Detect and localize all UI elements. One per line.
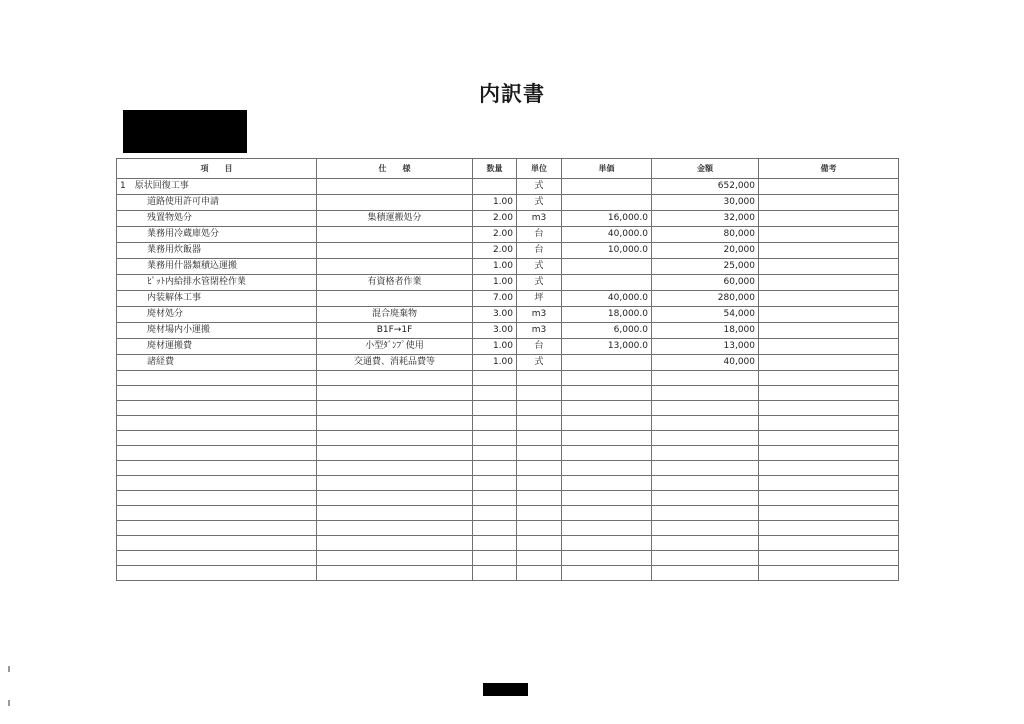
cell-amount: 280,000 — [652, 291, 759, 307]
cell-item: 業務用冷蔵庫処分 — [117, 227, 317, 243]
cell-amount — [652, 506, 759, 521]
cell-quantity — [473, 431, 517, 446]
cell-unit: 式 — [517, 355, 562, 371]
cell-quantity — [473, 551, 517, 566]
empty-table-row — [117, 371, 899, 386]
table-row — [117, 339, 899, 355]
cell-amount — [652, 551, 759, 566]
cell-note — [759, 291, 899, 307]
cell-unit-price: 40,000.0 — [562, 291, 652, 307]
cell-amount: 18,000 — [652, 323, 759, 339]
cell-spec: 小型ﾀﾞﾝﾌﾟ使用 — [317, 339, 473, 355]
cell-quantity: 1.00 — [473, 259, 517, 275]
cell-spec: 交通費、消耗品費等 — [317, 355, 473, 371]
cell-unit-price: 10,000.0 — [562, 243, 652, 259]
empty-table-row — [117, 386, 899, 401]
cell-item: 業務用炊飯器 — [117, 243, 317, 259]
cell-unit-price — [562, 536, 652, 551]
margin-mark — [8, 666, 10, 672]
cell-spec — [317, 227, 473, 243]
cell-unit-price — [562, 461, 652, 476]
cell-spec — [317, 291, 473, 307]
cell-note — [759, 476, 899, 491]
cell-note — [759, 446, 899, 461]
cell-unit — [517, 476, 562, 491]
cell-unit: 台 — [517, 227, 562, 243]
cell-amount — [652, 401, 759, 416]
redaction-block — [123, 110, 247, 153]
cell-note — [759, 259, 899, 275]
header-amount: 金額 — [652, 159, 759, 179]
header-item: 項 目 — [117, 159, 317, 179]
cell-amount — [652, 416, 759, 431]
cell-note — [759, 461, 899, 476]
table-row — [117, 291, 899, 307]
header-unit: 単位 — [517, 159, 562, 179]
cell-item — [117, 431, 317, 446]
cell-unit: m3 — [517, 323, 562, 339]
header-note: 備考 — [759, 159, 899, 179]
cell-unit — [517, 566, 562, 581]
empty-table-row — [117, 536, 899, 551]
cell-item: 残置物処分 — [117, 211, 317, 227]
empty-table-row — [117, 521, 899, 536]
cell-spec: 有資格者作業 — [317, 275, 473, 291]
cell-amount: 54,000 — [652, 307, 759, 323]
empty-table-row — [117, 416, 899, 431]
cell-spec — [317, 506, 473, 521]
cell-unit-price: 16,000.0 — [562, 211, 652, 227]
cell-item — [117, 521, 317, 536]
cell-spec — [317, 243, 473, 259]
cell-note — [759, 195, 899, 211]
cell-quantity — [473, 476, 517, 491]
cell-note — [759, 506, 899, 521]
cell-spec — [317, 461, 473, 476]
empty-table-row — [117, 401, 899, 416]
cell-note — [759, 416, 899, 431]
cell-quantity — [473, 386, 517, 401]
empty-table-row — [117, 431, 899, 446]
cell-spec — [317, 476, 473, 491]
cell-amount: 25,000 — [652, 259, 759, 275]
cell-unit — [517, 461, 562, 476]
empty-table-row — [117, 461, 899, 476]
cell-spec — [317, 431, 473, 446]
breakdown-table — [116, 158, 899, 581]
table-header-row — [117, 159, 899, 179]
cell-unit-price — [562, 431, 652, 446]
cell-unit-price — [562, 195, 652, 211]
cell-amount: 32,000 — [652, 211, 759, 227]
cell-spec — [317, 416, 473, 431]
cell-amount — [652, 566, 759, 581]
table-row — [117, 211, 899, 227]
cell-quantity — [473, 371, 517, 386]
cell-quantity — [473, 179, 517, 195]
cell-unit: 式 — [517, 179, 562, 195]
cell-item — [117, 506, 317, 521]
cell-note — [759, 371, 899, 386]
cell-amount — [652, 521, 759, 536]
cell-spec — [317, 491, 473, 506]
cell-amount: 20,000 — [652, 243, 759, 259]
cell-unit: 台 — [517, 243, 562, 259]
cell-unit-price — [562, 521, 652, 536]
cell-spec — [317, 195, 473, 211]
cell-unit — [517, 506, 562, 521]
cell-item: 廃材場内小運搬 — [117, 323, 317, 339]
empty-table-row — [117, 566, 899, 581]
cell-amount — [652, 446, 759, 461]
cell-item: 廃材運搬費 — [117, 339, 317, 355]
cell-note — [759, 339, 899, 355]
cell-spec — [317, 536, 473, 551]
cell-item — [117, 416, 317, 431]
cell-unit-price — [562, 371, 652, 386]
table-row — [117, 179, 899, 195]
cell-item — [117, 401, 317, 416]
cell-unit-price — [562, 275, 652, 291]
cell-amount: 13,000 — [652, 339, 759, 355]
cell-note — [759, 431, 899, 446]
cell-unit — [517, 521, 562, 536]
cell-note — [759, 275, 899, 291]
empty-table-row — [117, 551, 899, 566]
cell-note — [759, 243, 899, 259]
cell-quantity: 2.00 — [473, 243, 517, 259]
cell-quantity — [473, 491, 517, 506]
cell-spec — [317, 401, 473, 416]
cell-unit — [517, 491, 562, 506]
cell-item: 道路使用許可申請 — [117, 195, 317, 211]
cell-item — [117, 566, 317, 581]
cell-note — [759, 401, 899, 416]
cell-quantity: 2.00 — [473, 211, 517, 227]
cell-unit-price — [562, 355, 652, 371]
cell-note — [759, 227, 899, 243]
cell-unit: 式 — [517, 275, 562, 291]
cell-unit: 坪 — [517, 291, 562, 307]
cell-unit-price — [562, 551, 652, 566]
cell-spec — [317, 371, 473, 386]
cell-unit-price: 6,000.0 — [562, 323, 652, 339]
table-row — [117, 323, 899, 339]
cell-item — [117, 476, 317, 491]
cell-unit-price: 18,000.0 — [562, 307, 652, 323]
cell-amount — [652, 476, 759, 491]
cell-spec — [317, 551, 473, 566]
empty-table-row — [117, 491, 899, 506]
cell-quantity — [473, 416, 517, 431]
cell-amount — [652, 371, 759, 386]
cell-item: 1 原状回復工事 — [117, 179, 317, 195]
cell-quantity — [473, 521, 517, 536]
table-row — [117, 307, 899, 323]
cell-unit-price — [562, 446, 652, 461]
cell-quantity: 1.00 — [473, 355, 517, 371]
cell-item: 内装解体工事 — [117, 291, 317, 307]
cell-amount — [652, 461, 759, 476]
cell-unit-price — [562, 386, 652, 401]
cell-item — [117, 536, 317, 551]
cell-note — [759, 355, 899, 371]
cell-item — [117, 386, 317, 401]
cell-note — [759, 211, 899, 227]
cell-note — [759, 386, 899, 401]
cell-note — [759, 551, 899, 566]
cell-spec — [317, 566, 473, 581]
cell-unit: m3 — [517, 211, 562, 227]
cell-unit — [517, 536, 562, 551]
cell-spec: 集積運搬処分 — [317, 211, 473, 227]
table-row — [117, 355, 899, 371]
cell-spec — [317, 386, 473, 401]
cell-quantity: 1.00 — [473, 195, 517, 211]
cell-note — [759, 566, 899, 581]
cell-unit: 台 — [517, 339, 562, 355]
cell-quantity: 7.00 — [473, 291, 517, 307]
cell-amount: 30,000 — [652, 195, 759, 211]
cell-unit-price — [562, 401, 652, 416]
table-row — [117, 275, 899, 291]
cell-item — [117, 446, 317, 461]
cell-item: 業務用什器類積込運搬 — [117, 259, 317, 275]
cell-unit: 式 — [517, 259, 562, 275]
table-row — [117, 259, 899, 275]
cell-spec: 混合廃棄物 — [317, 307, 473, 323]
cell-amount: 60,000 — [652, 275, 759, 291]
empty-table-row — [117, 446, 899, 461]
cell-unit-price — [562, 179, 652, 195]
cell-item — [117, 491, 317, 506]
cell-unit — [517, 446, 562, 461]
cell-amount — [652, 536, 759, 551]
cell-spec — [317, 179, 473, 195]
empty-table-row — [117, 506, 899, 521]
cell-quantity — [473, 461, 517, 476]
cell-unit — [517, 416, 562, 431]
cell-amount — [652, 386, 759, 401]
cell-note — [759, 491, 899, 506]
table-row — [117, 227, 899, 243]
cell-item — [117, 371, 317, 386]
cell-unit — [517, 551, 562, 566]
cell-amount: 652,000 — [652, 179, 759, 195]
cell-unit-price: 40,000.0 — [562, 227, 652, 243]
cell-quantity — [473, 536, 517, 551]
cell-spec — [317, 521, 473, 536]
cell-item — [117, 551, 317, 566]
cell-unit-price — [562, 566, 652, 581]
cell-spec — [317, 446, 473, 461]
cell-unit-price — [562, 259, 652, 275]
cell-amount: 80,000 — [652, 227, 759, 243]
cell-spec: B1F→1F — [317, 323, 473, 339]
cell-quantity: 1.00 — [473, 339, 517, 355]
cell-item — [117, 461, 317, 476]
cell-amount — [652, 491, 759, 506]
cell-quantity: 3.00 — [473, 323, 517, 339]
table-row — [117, 243, 899, 259]
cell-amount — [652, 431, 759, 446]
cell-note — [759, 323, 899, 339]
cell-unit: 式 — [517, 195, 562, 211]
cell-note — [759, 307, 899, 323]
cell-unit-price — [562, 506, 652, 521]
cell-unit — [517, 401, 562, 416]
header-unit-price: 単価 — [562, 159, 652, 179]
document-title: 内訳書 — [479, 82, 545, 106]
cell-amount: 40,000 — [652, 355, 759, 371]
cell-quantity — [473, 566, 517, 581]
margin-mark — [8, 700, 10, 706]
cell-unit — [517, 386, 562, 401]
cell-quantity — [473, 506, 517, 521]
footer-redaction — [483, 683, 528, 696]
cell-note — [759, 179, 899, 195]
cell-item: 諸経費 — [117, 355, 317, 371]
cell-quantity — [473, 401, 517, 416]
cell-quantity — [473, 446, 517, 461]
cell-quantity: 2.00 — [473, 227, 517, 243]
table-row — [117, 195, 899, 211]
cell-unit-price — [562, 476, 652, 491]
cell-unit-price — [562, 491, 652, 506]
cell-unit-price: 13,000.0 — [562, 339, 652, 355]
cell-quantity: 1.00 — [473, 275, 517, 291]
cell-note — [759, 521, 899, 536]
cell-quantity: 3.00 — [473, 307, 517, 323]
header-spec: 仕 様 — [317, 159, 473, 179]
cell-unit — [517, 371, 562, 386]
cell-unit — [517, 431, 562, 446]
cell-unit: m3 — [517, 307, 562, 323]
cell-unit-price — [562, 416, 652, 431]
cell-item: 廃材処分 — [117, 307, 317, 323]
cell-note — [759, 536, 899, 551]
cell-item: ﾋﾟｯﾄ内給排水管閉栓作業 — [117, 275, 317, 291]
cell-spec — [317, 259, 473, 275]
table-body — [117, 179, 899, 581]
header-quantity: 数量 — [473, 159, 517, 179]
empty-table-row — [117, 476, 899, 491]
